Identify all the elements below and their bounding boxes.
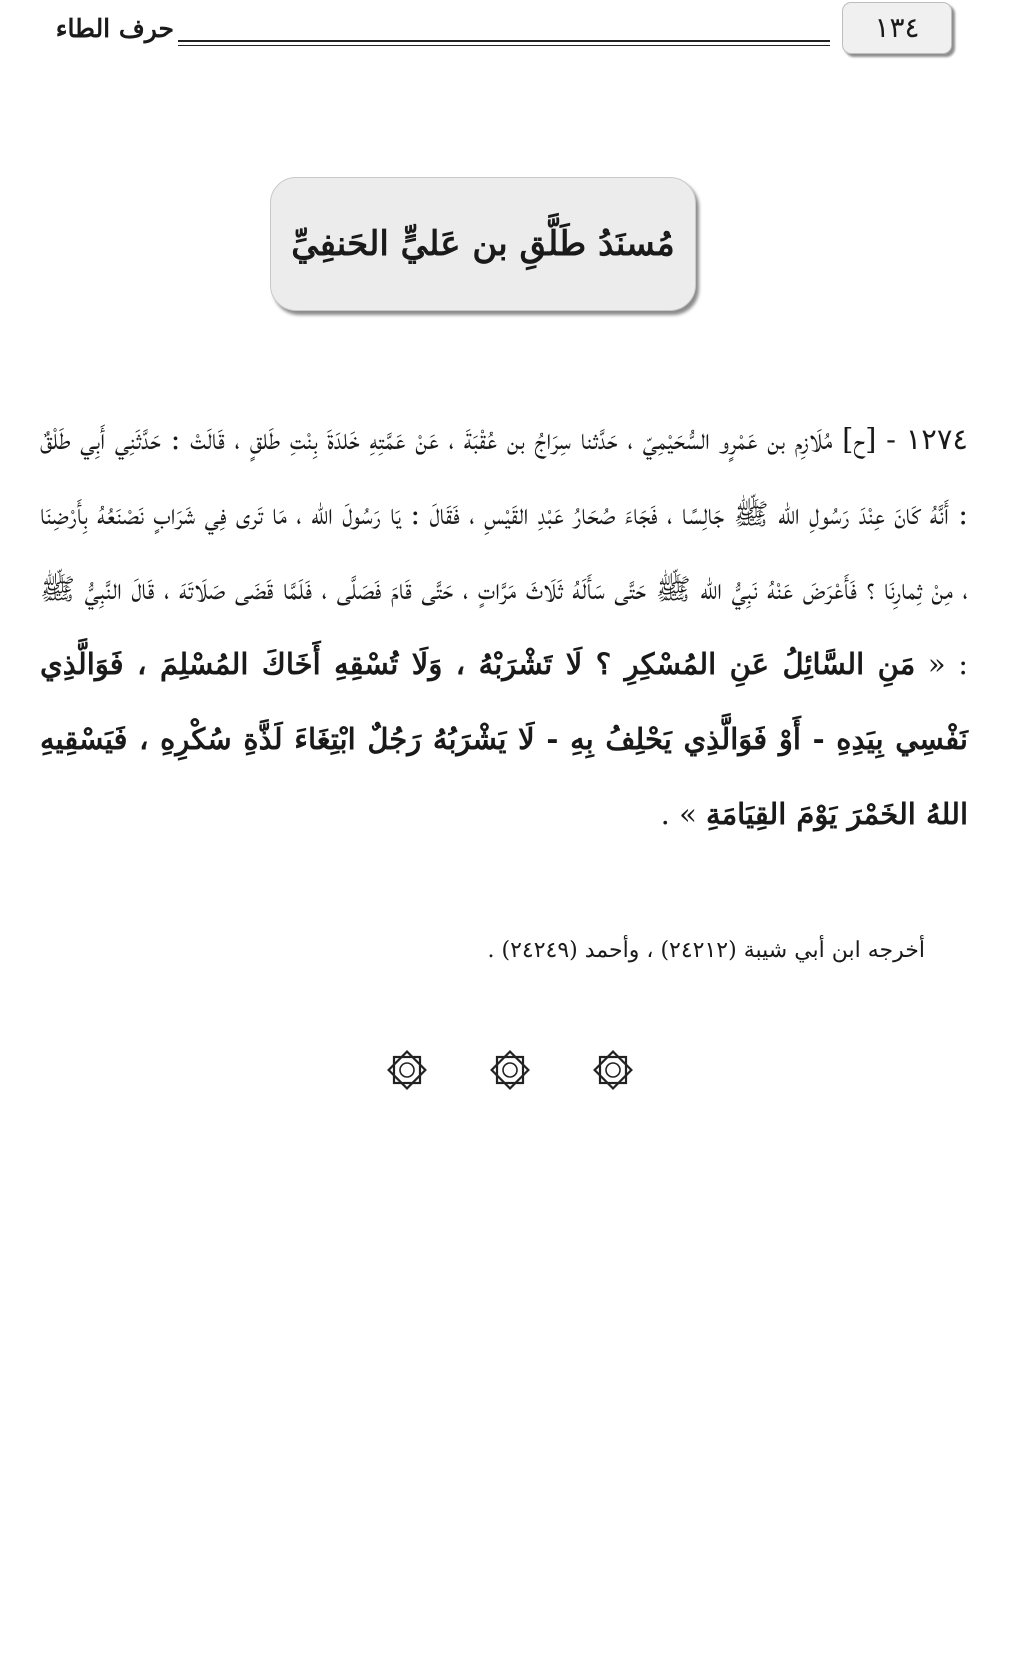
eight-point-star-ornament-icon	[385, 1048, 429, 1092]
hadith-isnad: ١٢٧٤ - [ح] مُلَازِم بن عَمْرٍو السُّحَيْمِيّ ، حَدَّثنا سِرَاجُ بن عُقْبَةَ ، عَنْ عَمَّتِهِ خَلدَةَ بِنْتِ طَلقٍ ، قَالَتْ : حَدَّثَنِي أَبِي طَلْقٌ : أَنَّهُ كَانَ عِنْدَ رَسُولِ الله ﷺ جَالِسًا ، فَجَاءَ صُحَارُ عَبْدِ القَيْسِ ، فَقَالَ : يَا رَسُولَ الله ، مَا تَرى فِي شَرَابٍ نَصْنَعُهُ بِأَرْضِنَا ، مِنْ ثِمارِنَا ؟ فَأَعْرَضَ عَنْهُ نَبِيُّ الله ﷺ حَتَّى سَأَلَهُ ثَلَاثَ مَرَّاتٍ ، حَتَّى قَامَ فَصَلَّى ، فَلَمَّا قَضَى صَلَاتَهَ ، قَالَ النَّبِيُّ ﷺ : «	[40, 422, 968, 681]
running-title: حرف الطاء	[55, 14, 174, 43]
eight-point-star-ornament-icon	[591, 1048, 635, 1092]
hadith-matn: مَنِ السَّائِلُ عَنِ المُسْكِرِ ؟ لَا تَشْرَبْهُ ، وَلَا تُسْقِهِ أَخَاكَ المُسْلِمَ ، فَوَالَّذِي نَفْسِي بِيَدِهِ - أَوْ فَوَالَّذِي يَحْلِفُ بِهِ - لَا يَشْرَبُهُ رَجُلٌ ابْتِغَاءَ لَذَّةِ سُكْرِهِ ، فَيَسْقِيهِ اللهُ الخَمْرَ يَوْمَ القِيَامَةِ	[40, 647, 968, 831]
hadith-closing: » .	[660, 797, 697, 831]
page-number: ١٣٤	[842, 2, 952, 54]
eight-point-star-ornament-icon	[488, 1048, 532, 1092]
takhrij-note: أخرجه ابن أبي شيبة (٢٤٢١٢) ، وأحمد (٢٤٢٤٩) .	[487, 938, 925, 963]
header-rule	[178, 40, 830, 46]
page-header	[0, 0, 1010, 70]
section-title-box	[270, 177, 696, 311]
section-end-ornaments	[385, 1048, 635, 1098]
hadith-text	[40, 402, 968, 852]
section-title: مُسنَدُ طَلَّقِ بن عَليٍّ الحَنفِيِّ	[291, 224, 675, 264]
